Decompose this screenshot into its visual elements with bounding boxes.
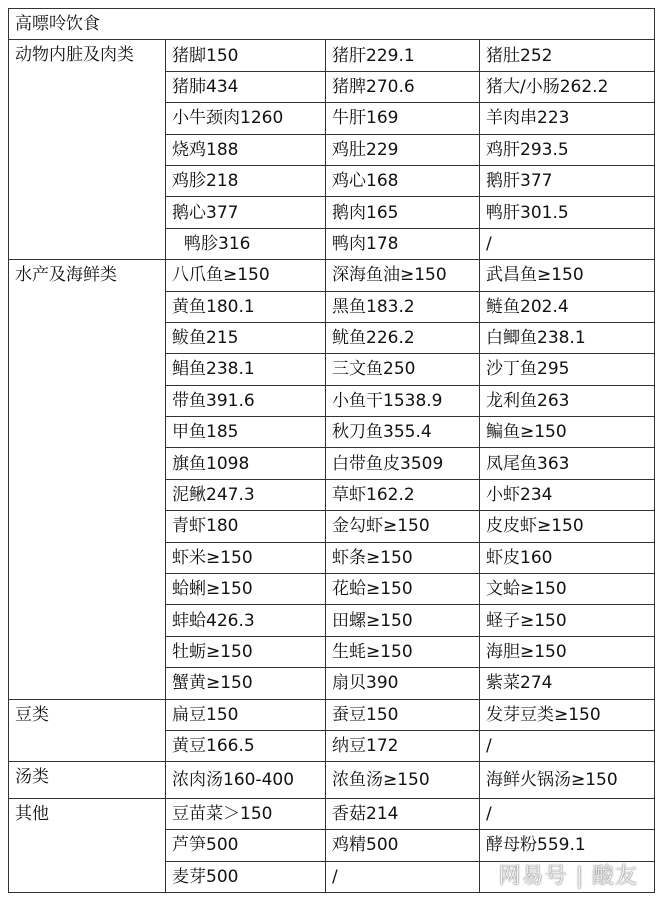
food-cell: 沙丁鱼295 — [480, 354, 655, 385]
food-cell: 白带鱼皮3509 — [326, 448, 480, 479]
food-cell: 烧鸡188 — [166, 134, 326, 165]
food-cell: 鲅鱼215 — [166, 322, 326, 353]
food-cell: 鲳鱼238.1 — [166, 354, 326, 385]
food-cell: 黄鱼180.1 — [166, 291, 326, 322]
category-cell: 汤类 — [9, 762, 166, 798]
category-cell: 水产及海鲜类 — [9, 260, 166, 699]
food-cell: 海胆≥150 — [480, 636, 655, 667]
table-body — [9, 9, 655, 893]
food-cell: 鸡肚229 — [326, 134, 480, 165]
food-cell: 猪大/小肠262.2 — [480, 71, 655, 102]
food-cell: 浓肉汤160-400 — [166, 762, 326, 798]
food-cell: 发芽豆类≥150 — [480, 699, 655, 730]
food-cell: 猪肺434 — [166, 71, 326, 102]
table-row — [9, 260, 655, 291]
food-cell: 甲鱼185 — [166, 417, 326, 448]
food-cell: 皮皮虾≥150 — [480, 511, 655, 542]
food-cell: 鸭胗316 — [166, 228, 326, 259]
food-cell: 小虾234 — [480, 479, 655, 510]
food-cell: 鹅肉165 — [326, 197, 480, 228]
food-cell: 青虾180 — [166, 511, 326, 542]
food-cell: 旗鱼1098 — [166, 448, 326, 479]
food-cell: 鸡心168 — [326, 165, 480, 196]
food-cell: 蚕豆150 — [326, 699, 480, 730]
food-cell: 鸡胗218 — [166, 165, 326, 196]
food-cell: 白鲫鱼238.1 — [480, 322, 655, 353]
table-title: 高嘌呤饮食 — [9, 9, 655, 40]
food-cell: 小鱼干1538.9 — [326, 385, 480, 416]
purine-table — [8, 8, 655, 893]
food-cell: 黄豆166.5 — [166, 730, 326, 761]
food-cell: 猪肝229.1 — [326, 40, 480, 71]
food-cell: 牛肝169 — [326, 103, 480, 134]
category-cell: 其他 — [9, 798, 166, 892]
food-cell: 龙利鱼263 — [480, 385, 655, 416]
food-cell: 草虾162.2 — [326, 479, 480, 510]
food-cell: 鸡精500 — [326, 830, 480, 861]
food-cell: 秋刀鱼355.4 — [326, 417, 480, 448]
food-cell: 虾条≥150 — [326, 542, 480, 573]
category-cell: 动物内脏及肉类 — [9, 40, 166, 260]
table-row — [9, 798, 655, 829]
food-cell: 文蛤≥150 — [480, 574, 655, 605]
food-cell: 深海鱼油≥150 — [326, 260, 480, 291]
food-cell: 虾米≥150 — [166, 542, 326, 573]
title-row — [9, 9, 655, 40]
food-cell: 蟹黄≥150 — [166, 668, 326, 699]
food-cell: 凤尾鱼363 — [480, 448, 655, 479]
food-cell: / — [480, 730, 655, 761]
food-cell: 武昌鱼≥150 — [480, 260, 655, 291]
food-cell: 香菇214 — [326, 798, 480, 829]
food-cell: 蛏子≥150 — [480, 605, 655, 636]
food-cell: 羊肉串223 — [480, 103, 655, 134]
food-cell: 扁豆150 — [166, 699, 326, 730]
food-cell: / — [480, 228, 655, 259]
table-row — [9, 699, 655, 730]
food-cell: 鸭肉178 — [326, 228, 480, 259]
food-cell: 虾皮160 — [480, 542, 655, 573]
food-cell: 黑鱼183.2 — [326, 291, 480, 322]
food-cell: 带鱼391.6 — [166, 385, 326, 416]
food-cell: / — [480, 798, 655, 829]
food-cell: 猪脾270.6 — [326, 71, 480, 102]
food-cell: 猪脚150 — [166, 40, 326, 71]
table-row — [9, 762, 655, 798]
food-cell: 牡蛎≥150 — [166, 636, 326, 667]
food-cell: 浓鱼汤≥150 — [326, 762, 480, 798]
food-cell: 花蛤≥150 — [326, 574, 480, 605]
food-cell: 蚌蛤426.3 — [166, 605, 326, 636]
food-cell: 鹅心377 — [166, 197, 326, 228]
food-cell: 生蚝≥150 — [326, 636, 480, 667]
food-cell: 田螺≥150 — [326, 605, 480, 636]
food-cell: 鸭肝301.5 — [480, 197, 655, 228]
food-cell: 芦笋500 — [166, 830, 326, 861]
food-cell: 三文鱼250 — [326, 354, 480, 385]
food-cell: 鲢鱼202.4 — [480, 291, 655, 322]
food-cell: 泥鳅247.3 — [166, 479, 326, 510]
food-cell: 金勾虾≥150 — [326, 511, 480, 542]
food-cell: 海鲜火锅汤≥150 — [480, 762, 655, 798]
category-cell: 豆类 — [9, 699, 166, 762]
food-cell: 紫菜274 — [480, 668, 655, 699]
food-cell: 鳊鱼≥150 — [480, 417, 655, 448]
food-cell: 猪肚252 — [480, 40, 655, 71]
table-row — [9, 40, 655, 71]
food-cell: / — [326, 861, 480, 892]
food-cell: 鹅肝377 — [480, 165, 655, 196]
food-cell: 麦芽500 — [166, 861, 326, 892]
food-cell: 扇贝390 — [326, 668, 480, 699]
food-cell: 鱿鱼226.2 — [326, 322, 480, 353]
food-cell: 豆苗菜＞150 — [166, 798, 326, 829]
food-cell: 酵母粉559.1 — [480, 830, 655, 861]
food-cell: 蛤蜊≥150 — [166, 574, 326, 605]
watermark-text: 网易号 | 酸友 — [498, 864, 638, 889]
food-cell: 小牛颈肉1260 — [166, 103, 326, 134]
food-cell: 纳豆172 — [326, 730, 480, 761]
food-cell: 鸡肝293.5 — [480, 134, 655, 165]
food-cell: 八爪鱼≥150 — [166, 260, 326, 291]
